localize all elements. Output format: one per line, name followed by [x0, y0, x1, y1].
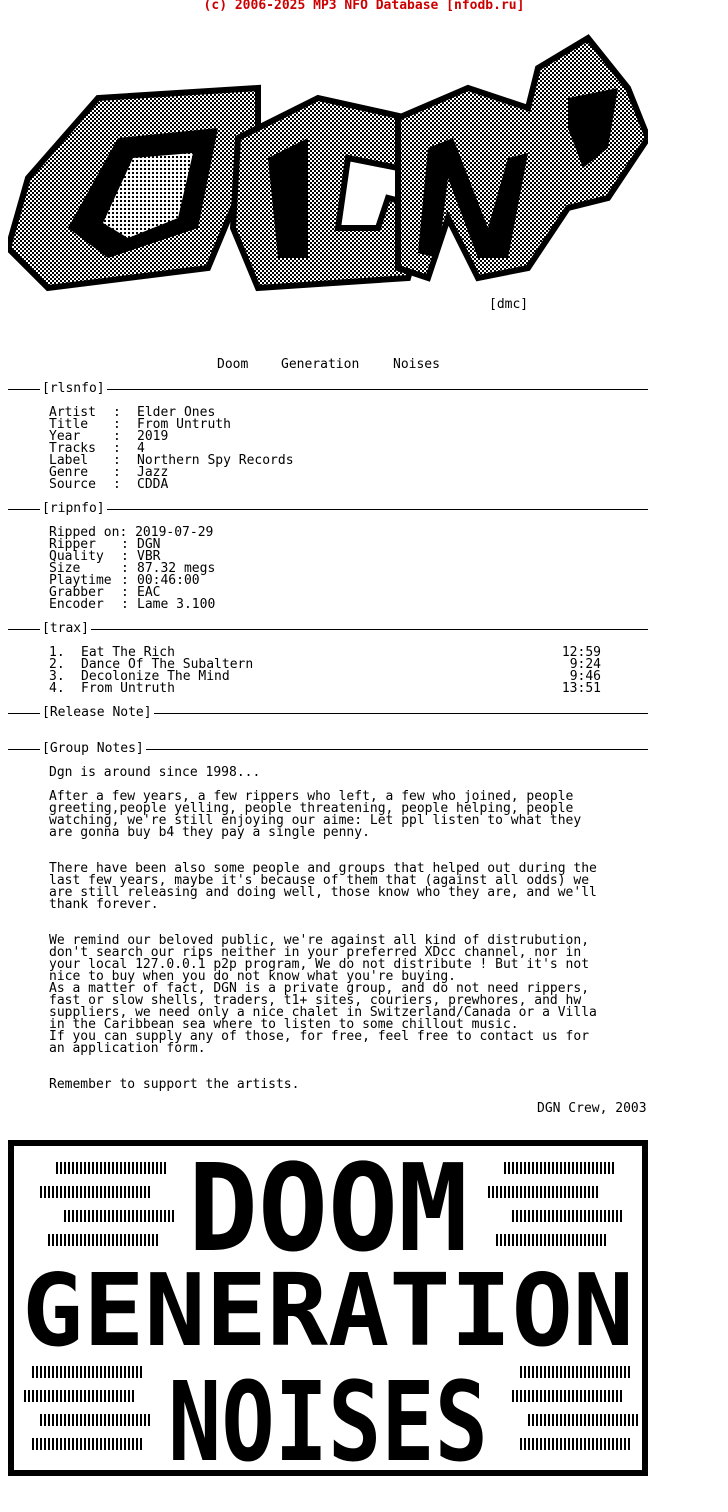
group-note-line: greeting,people yelling, people threatening, people helping, people	[49, 801, 574, 816]
group-note-line: are still releasing and doing well, those know who they are, and we'll	[49, 885, 597, 900]
section-rlsnfo-label: [rlsnfo]	[42, 381, 105, 396]
release-colon: :	[113, 441, 121, 456]
release-field-value: 4	[137, 441, 145, 456]
rip-field-value: 87.32 megs	[137, 561, 216, 576]
rip-field-label: Grabber	[49, 585, 112, 600]
group-word-noises: Noises	[393, 357, 440, 372]
group-note-line: After a few years, a few rippers who left, a few who joined, people	[49, 789, 574, 804]
release-field-label: Genre	[49, 465, 112, 480]
release-field-value: 2019	[137, 429, 169, 444]
release-field-label: Title	[49, 417, 112, 432]
release-field-value: Elder Ones	[137, 405, 216, 420]
rip-colon: :	[121, 597, 129, 612]
track-title: Dance Of The Subaltern	[81, 657, 254, 672]
track-time: 9:46	[569, 669, 601, 684]
group-note-line: If you can supply any of those, for free, feel free to contact us for	[49, 1029, 590, 1044]
track-title: From Untruth	[81, 681, 175, 696]
rip-field-value: Lame 3.100	[137, 597, 216, 612]
release-field-value: Jazz	[137, 465, 169, 480]
track-time: 13:51	[561, 681, 601, 696]
section-group-notes	[8, 743, 648, 755]
release-colon: :	[113, 417, 121, 432]
release-field-label: Tracks	[49, 441, 112, 456]
track-number: 4.	[49, 681, 65, 696]
group-note-line: We remind our beloved public, we're against all kind of distrubution,	[49, 933, 590, 948]
banner-word-noises: NOISES	[168, 1358, 488, 1476]
rip-field-value: 00:46:00	[137, 573, 200, 588]
rip-colon: :	[121, 561, 129, 576]
section-release-note	[8, 707, 648, 719]
section-trax	[8, 623, 648, 635]
group-note-line: last few years, maybe it's because of them that (against all odds) we	[49, 873, 590, 888]
group-note-line: are gonna buy b4 they pay a single penny.	[49, 825, 370, 840]
group-note-line: your local 127.0.0.1 p2p program, We do not distribute ! But it's not	[49, 957, 590, 972]
rip-colon: :	[121, 549, 129, 564]
rip-colon: :	[121, 537, 129, 552]
banner-word-generation: GENERATION	[22, 1252, 634, 1369]
release-field-value: Northern Spy Records	[137, 453, 294, 468]
section-release-note-label: [Release Note]	[42, 705, 152, 720]
release-colon: :	[113, 429, 121, 444]
track-number: 2.	[49, 657, 65, 672]
group-note-line: watching, we're still enjoying our aime: Let ppl listen to what they	[49, 813, 582, 828]
group-word-doom: Doom	[217, 357, 249, 372]
group-note-line: Dgn is around since 1998...	[49, 765, 261, 780]
release-field-label: Artist	[49, 405, 112, 420]
rip-colon: :	[121, 573, 129, 588]
group-note-line: There have been also some people and groups that helped out during the	[49, 861, 597, 876]
rip-field-value: EAC	[137, 585, 161, 600]
signature: DGN Crew, 2003	[537, 1101, 647, 1116]
rip-field-label: Ripper	[49, 537, 112, 552]
group-note-line: an application form.	[49, 1041, 206, 1056]
release-field-label: Label	[49, 453, 112, 468]
section-trax-label: [trax]	[42, 621, 89, 636]
group-note-line: thank forever.	[49, 897, 159, 912]
track-time: 12:59	[561, 645, 601, 660]
track-number: 3.	[49, 669, 65, 684]
rip-field-value: VBR	[137, 549, 161, 564]
group-note-line: in the Caribbean sea where to listen to some chillout music.	[49, 1017, 519, 1032]
rip-field-value: DGN	[137, 537, 161, 552]
rip-field-label: Quality	[49, 549, 112, 564]
dgn-logo-art	[8, 28, 648, 298]
release-field-label: Year	[49, 429, 112, 444]
group-note-line: nice to buy when you do not know what you're buying.	[49, 969, 456, 984]
group-note-line: don't search our rips neither in your preferred XDcc channel, nor in	[49, 945, 582, 960]
section-ripnfo-label: [ripnfo]	[42, 501, 105, 516]
banner-word-doom: DOOM	[188, 1140, 468, 1279]
group-note-line: fast or slow shells, traders, t1+ sites, couriers, prewhores, and hw	[49, 993, 582, 1008]
site-header: (c) 2006-2025 MP3 NFO Database [nfodb.ru]	[203, 0, 525, 13]
group-note-line: suppliers, we need only a nice chalet in Switzerland/Canada or a Villa	[49, 1005, 597, 1020]
rip-field-label: Encoder	[49, 597, 112, 612]
release-field-label: Source	[49, 477, 112, 492]
release-field-value: CDDA	[137, 477, 169, 492]
track-number: 1.	[49, 645, 65, 660]
rip-field-label: Playtime	[49, 573, 112, 588]
release-colon: :	[113, 477, 121, 492]
rip-colon: :	[121, 585, 129, 600]
release-colon: :	[113, 465, 121, 480]
release-colon: :	[113, 453, 121, 468]
section-rlsnfo	[8, 383, 648, 395]
section-group-notes-label: [Group Notes]	[42, 741, 144, 756]
group-word-generation: Generation	[281, 357, 360, 372]
doom-generation-noises-banner	[8, 1140, 648, 1476]
group-note-line: As a matter of fact, DGN is a private group, and do not need rippers,	[49, 981, 590, 996]
track-title: Decolonize The Mind	[81, 669, 230, 684]
group-note-line: Remember to support the artists.	[49, 1077, 300, 1092]
track-title: Eat The Rich	[81, 645, 175, 660]
release-colon: :	[113, 405, 121, 420]
ripped-on: Ripped on: 2019-07-29	[49, 525, 214, 540]
section-ripnfo	[8, 503, 648, 515]
art-credit: [dmc]	[489, 297, 529, 312]
rip-field-label: Size	[49, 561, 112, 576]
track-time: 9:24	[569, 657, 601, 672]
release-field-value: From Untruth	[137, 417, 231, 432]
